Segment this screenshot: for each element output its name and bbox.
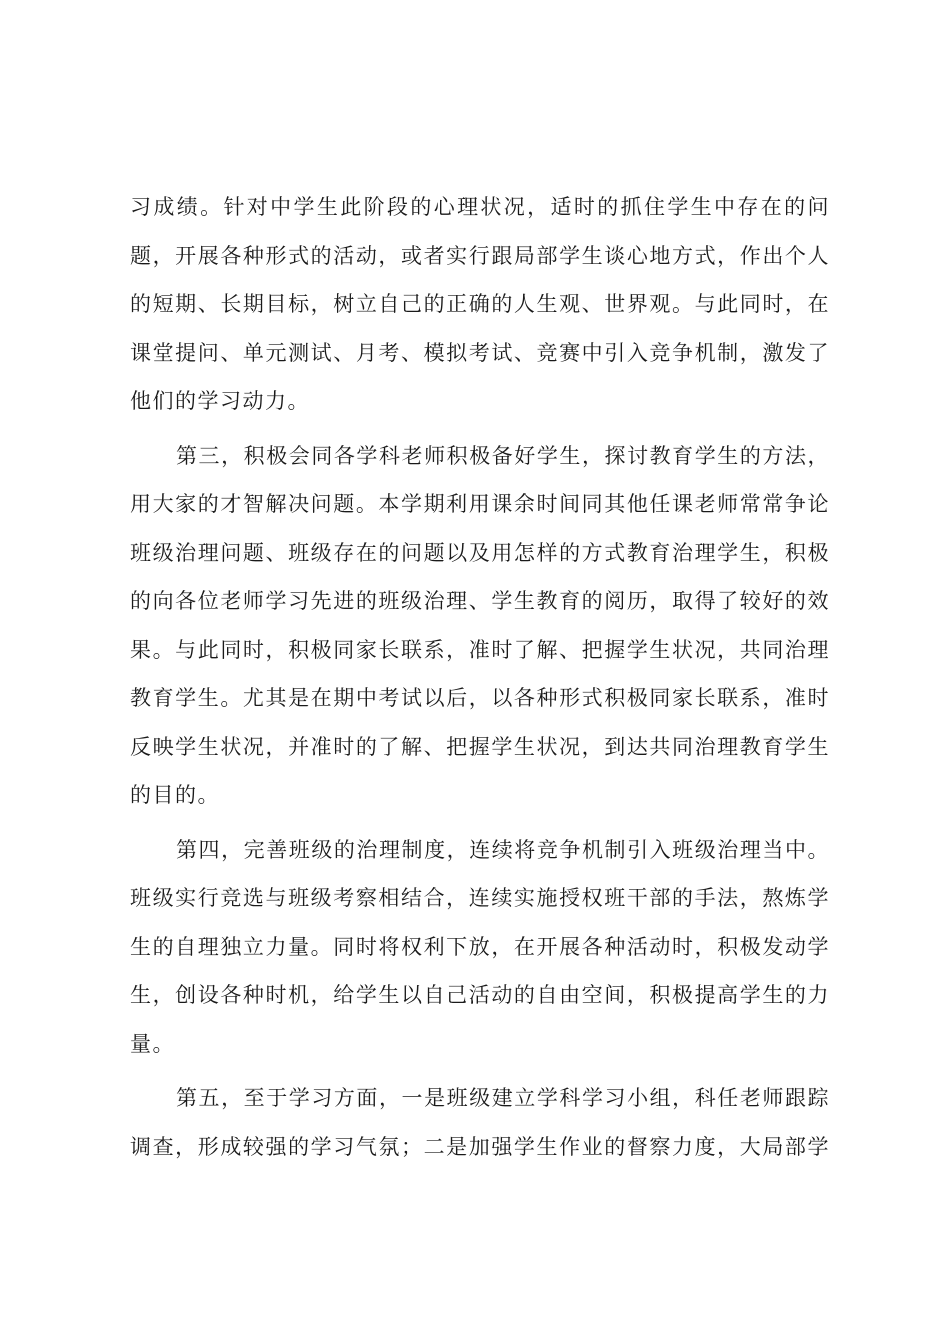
- text-line: 生的自理独立力量。同时将权利下放，在开展各种活动时，积极发动学: [130, 934, 830, 959]
- text-line: 果。与此同时，积极同家长联系，准时了解、把握学生状况，共同治理: [130, 637, 830, 662]
- text-line: 的目的。: [130, 783, 220, 807]
- text-line: 题，开展各种形式的活动，或者实行跟局部学生谈心地方式，作出个人: [130, 243, 830, 268]
- paragraph-fourth: [130, 826, 830, 1069]
- text-line: 课堂提问、单元测试、月考、模拟考试、竞赛中引入竞争机制，激发了: [130, 340, 830, 365]
- text-line: 调查，形成较强的学习气氛；二是加强学生作业的督察力度，大局部学: [130, 1134, 830, 1159]
- paragraph-continuation: [130, 183, 830, 426]
- document-body: [130, 183, 830, 1171]
- text-line: 习成绩。针对中学生此阶段的心理状况，适时的抓住学生中存在的问: [130, 195, 830, 219]
- text-line: 的向各位老师学习先进的班级治理、学生教育的阅历，取得了较好的效: [130, 589, 830, 613]
- text-line: 第三，积极会同各学科老师积极备好学生，探讨教育学生的方法，: [176, 443, 830, 468]
- text-line: 生，创设各种时机，给学生以自己活动的自由空间，积极提高学生的力: [130, 983, 830, 1007]
- paragraph-fifth: [130, 1074, 830, 1171]
- text-line: 他们的学习动力。: [130, 389, 310, 413]
- text-line: 量。: [130, 1031, 175, 1056]
- paragraph-third: [130, 432, 830, 820]
- text-line: 教育学生。尤其是在期中考试以后，以各种形式积极同家长联系，准时: [130, 686, 830, 710]
- text-line: 第四，完善班级的治理制度，连续将竞争机制引入班级治理当中。: [176, 837, 830, 862]
- text-line: 班级治理问题、班级存在的问题以及用怎样的方式教育治理学生，积极: [130, 540, 830, 565]
- text-line: 班级实行竞选与班级考察相结合，连续实施授权班干部的手法，熬炼学: [130, 886, 830, 910]
- text-line: 反映学生状况，并准时的了解、把握学生状况，到达共同治理教育学生: [130, 734, 830, 759]
- text-line: 的短期、长期目标，树立自己的正确的人生观、世界观。与此同时，在: [130, 292, 830, 316]
- text-line: 用大家的才智解决问题。本学期利用课余时间同其他任课老师常常争论: [130, 492, 830, 516]
- text-line: 第五，至于学习方面，一是班级建立学科学习小组，科任老师跟踪: [176, 1086, 830, 1110]
